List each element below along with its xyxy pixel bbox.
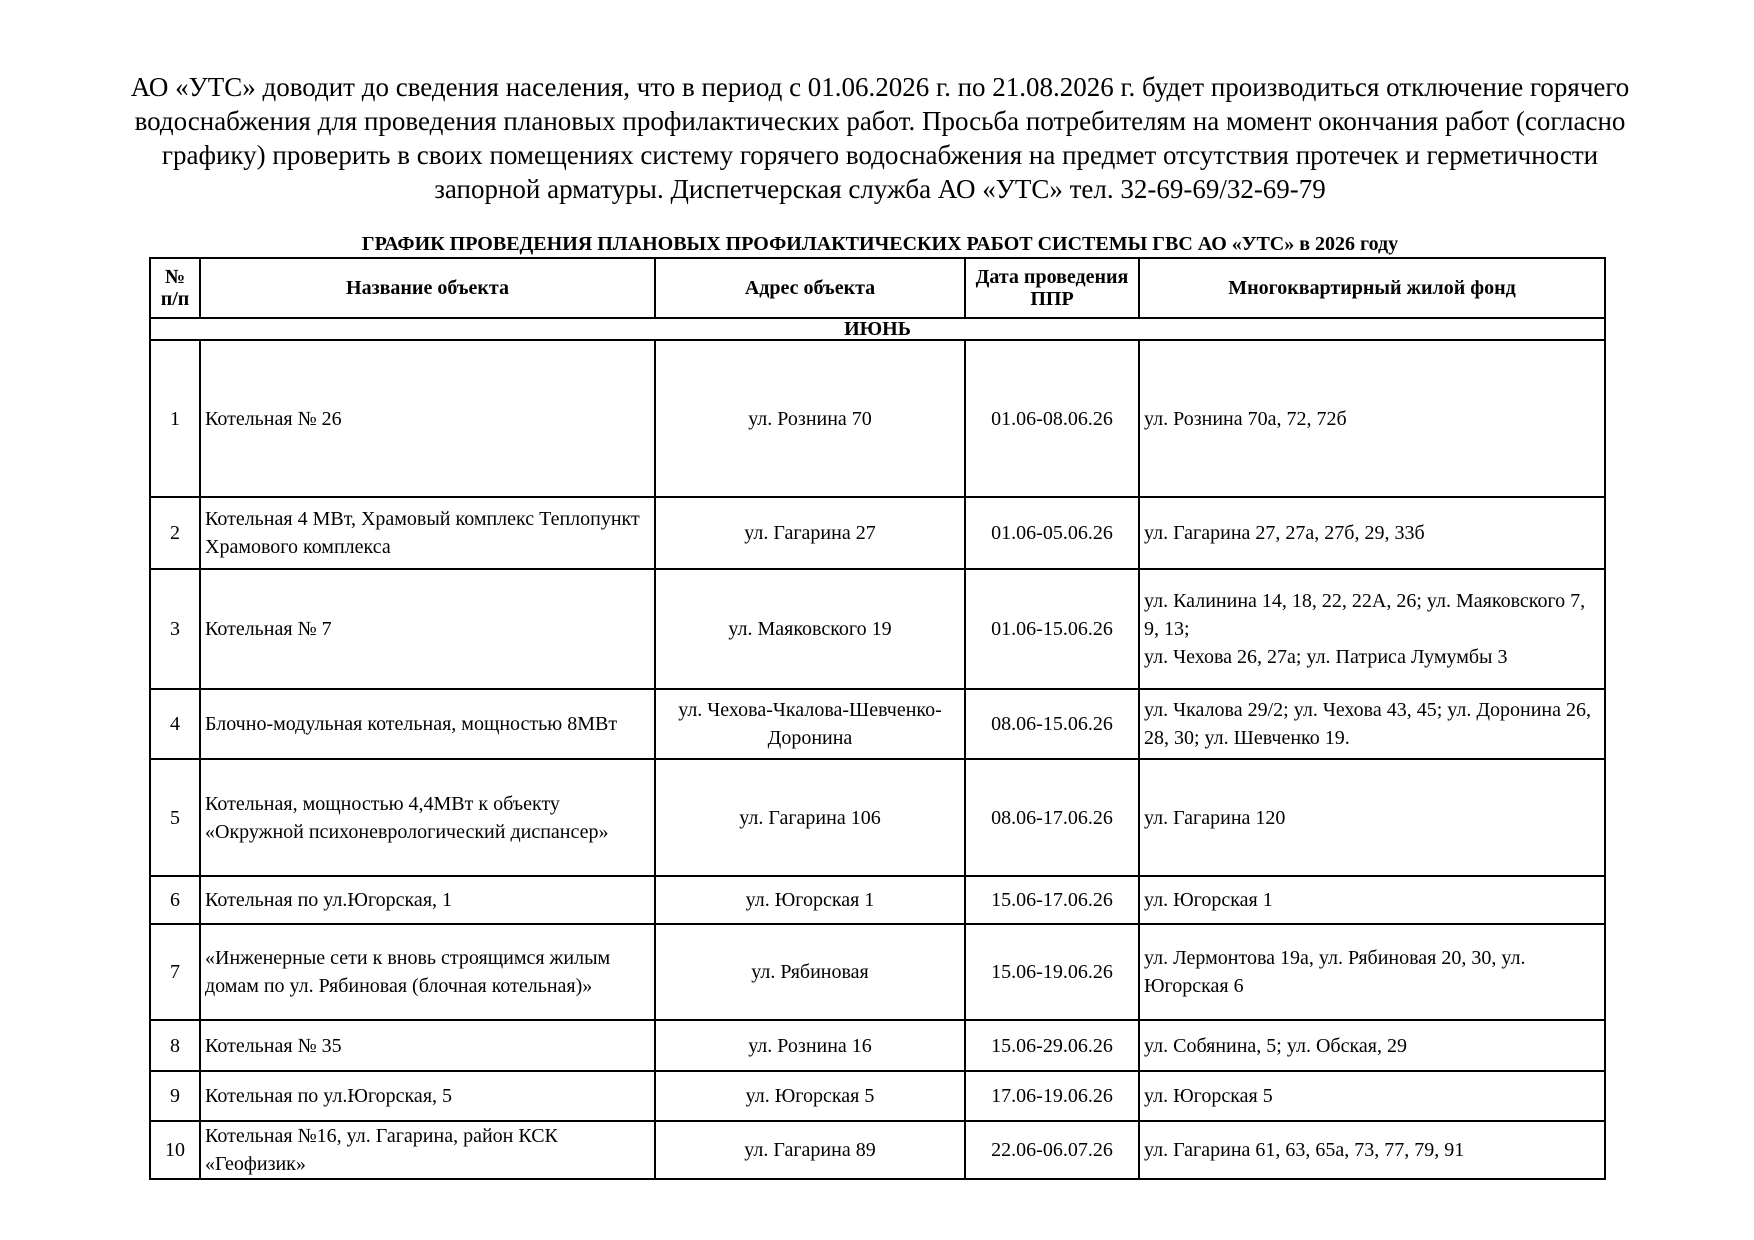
cell-num: 1: [150, 340, 200, 497]
cell-date: 15.06-19.06.26: [965, 924, 1139, 1020]
cell-num: 3: [150, 569, 200, 689]
cell-fund: ул. Югорская 5: [1139, 1071, 1605, 1121]
table-row: [150, 759, 1605, 876]
cell-num: 9: [150, 1071, 200, 1121]
header-address: Адрес объекта: [655, 258, 965, 318]
cell-date: 01.06-05.06.26: [965, 497, 1139, 569]
cell-fund: ул. Лермонтова 19а, ул. Рябиновая 20, 30, ул. Югорская 6: [1139, 924, 1605, 1020]
cell-fund: ул. Гагарина 27, 27а, 27б, 29, 33б: [1139, 497, 1605, 569]
cell-fund: ул. Гагарина 61, 63, 65а, 73, 77, 79, 91: [1139, 1121, 1605, 1179]
cell-name: Котельная № 7: [200, 569, 655, 689]
cell-date: 01.06-08.06.26: [965, 340, 1139, 497]
cell-fund: ул. Югорская 1: [1139, 876, 1605, 924]
cell-fund: ул. Собянина, 5; ул. Обская, 29: [1139, 1020, 1605, 1071]
cell-address: ул. Маяковского 19: [655, 569, 965, 689]
cell-num: 4: [150, 689, 200, 759]
table-row: [150, 1020, 1605, 1071]
cell-num: 7: [150, 924, 200, 1020]
cell-num: 8: [150, 1020, 200, 1071]
cell-address: ул. Гагарина 106: [655, 759, 965, 876]
cell-date: 15.06-29.06.26: [965, 1020, 1139, 1071]
cell-name: «Инженерные сети к вновь строящимся жилым домам по ул. Рябиновая (блочная котельная)»: [200, 924, 655, 1020]
cell-name: Котельная №16, ул. Гагарина, район КСК «Геофизик»: [200, 1121, 655, 1179]
cell-name: Котельная № 35: [200, 1020, 655, 1071]
schedule-table: [149, 257, 1606, 1180]
table-header-row: [150, 258, 1605, 318]
cell-date: 15.06-17.06.26: [965, 876, 1139, 924]
header-fund: Многоквартирный жилой фонд: [1139, 258, 1605, 318]
cell-date: 08.06-15.06.26: [965, 689, 1139, 759]
table-row: [150, 1071, 1605, 1121]
table-row: [150, 569, 1605, 689]
cell-date: 01.06-15.06.26: [965, 569, 1139, 689]
cell-name: Котельная, мощностью 4,4МВт к объекту «Окружной психоневрологический диспансер»: [200, 759, 655, 876]
cell-name: Котельная 4 МВт, Храмовый комплекс Теплопункт Храмового комплекса: [200, 497, 655, 569]
cell-num: 10: [150, 1121, 200, 1179]
table-row: [150, 1121, 1605, 1179]
cell-address: ул. Югорская 5: [655, 1071, 965, 1121]
table-row: [150, 689, 1605, 759]
cell-name: Котельная № 26: [200, 340, 655, 497]
table-row: [150, 924, 1605, 1020]
cell-date: 08.06-17.06.26: [965, 759, 1139, 876]
table-row: [150, 876, 1605, 924]
table-row: [150, 340, 1605, 497]
cell-address: ул. Югорская 1: [655, 876, 965, 924]
header-date: [965, 258, 1139, 318]
cell-num: 5: [150, 759, 200, 876]
cell-address: ул. Гагарина 89: [655, 1121, 965, 1179]
header-date-label: Дата проведения ППР: [975, 266, 1129, 310]
cell-date: 17.06-19.06.26: [965, 1071, 1139, 1121]
month-row: [150, 318, 1605, 340]
cell-name: Котельная по ул.Югорская, 1: [200, 876, 655, 924]
header-name: Название объекта: [200, 258, 655, 318]
month-label: ИЮНЬ: [150, 318, 1605, 340]
schedule-title: ГРАФИК ПРОВЕДЕНИЯ ПЛАНОВЫХ ПРОФИЛАКТИЧЕСКИХ РАБОТ СИСТЕМЫ ГВС АО «УТС» в 2026 году: [361, 233, 1399, 255]
notice-text: АО «УТС» доводит до сведения населения, что в период с 01.06.2026 г. по 21.08.2026 г. будет производиться отключение горячего водоснабжения для проведения плановых профилактических работ. Просьба потребителям на момент окончания работ (согласно графику) проверить в своих помещениях систему горячего водоснабжения на предмет отсутствия протечек и герметичности запорной арматуры. Диспетчерская служба АО «УТС» тел. 32-69-69/32-69-79: [130, 72, 1630, 204]
cell-fund: ул. Рознина 70а, 72, 72б: [1139, 340, 1605, 497]
cell-name: Котельная по ул.Югорская, 5: [200, 1071, 655, 1121]
cell-address: ул. Чехова-Чкалова-Шевченко-Доронина: [655, 689, 965, 759]
header-num: № п/п: [150, 258, 200, 318]
cell-name: Блочно-модульная котельная, мощностью 8МВт: [200, 689, 655, 759]
cell-address: ул. Рябиновая: [655, 924, 965, 1020]
cell-date: 22.06-06.07.26: [965, 1121, 1139, 1179]
table-row: [150, 497, 1605, 569]
cell-address: ул. Гагарина 27: [655, 497, 965, 569]
cell-fund: ул. Чкалова 29/2; ул. Чехова 43, 45; ул. Доронина 26, 28, 30; ул. Шевченко 19.: [1139, 689, 1605, 759]
cell-address: ул. Рознина 70: [655, 340, 965, 497]
cell-num: 6: [150, 876, 200, 924]
cell-address: ул. Рознина 16: [655, 1020, 965, 1071]
cell-num: 2: [150, 497, 200, 569]
cell-fund: ул. Калинина 14, 18, 22, 22А, 26; ул. Маяковского 7, 9, 13; ул. Чехова 26, 27а; ул. Патриса Лумумбы 3: [1139, 569, 1605, 689]
cell-fund: ул. Гагарина 120: [1139, 759, 1605, 876]
